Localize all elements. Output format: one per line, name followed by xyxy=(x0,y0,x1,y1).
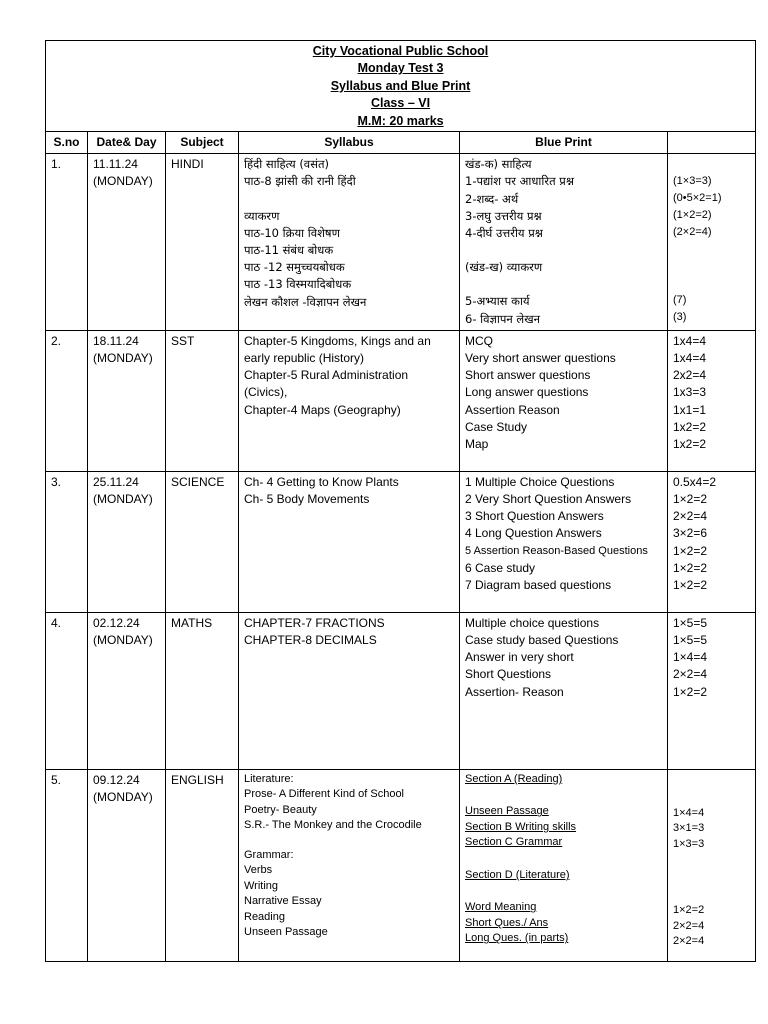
document-title: Syllabus and Blue Print xyxy=(330,78,471,93)
row-date-day xyxy=(88,154,166,331)
marks-line: 1×4=4 xyxy=(673,806,705,819)
row-sno: 3. xyxy=(46,471,88,612)
col-date-day: Date& Day xyxy=(88,132,166,154)
syllabus-line: S.R.- The Monkey and the Crocodile xyxy=(244,819,422,832)
test-name: Monday Test 3 xyxy=(357,61,444,76)
row-day: (MONDAY) xyxy=(93,174,153,189)
blueprint-line: Section D (Literature) xyxy=(465,868,570,881)
table-row xyxy=(46,330,756,471)
syllabus-line: लेखन कौशल -विज्ञापन लेखन xyxy=(244,294,367,309)
blueprint-line: 6- विज्ञापन लेखन xyxy=(465,311,541,326)
syllabus-line: Reading xyxy=(244,910,285,923)
marks-line: 1×3=3 xyxy=(673,837,705,850)
blueprint-line: Word Meaning xyxy=(465,901,537,914)
marks-line: 1×2=2 xyxy=(673,560,708,575)
marks-line: 2×2=4 xyxy=(673,919,705,932)
syllabus-line: पाठ-10 क्रिया विशेषण xyxy=(244,225,340,240)
row-sno: 2. xyxy=(46,330,88,471)
row-syllabus xyxy=(239,612,460,769)
syllabus-line: Verbs xyxy=(244,864,273,877)
syllabus-line: CHAPTER-8 DECIMALS xyxy=(244,633,377,648)
row-marks xyxy=(668,612,756,769)
syllabus-line: पाठ -12 समुच्चयबोधक xyxy=(244,260,345,275)
row-marks xyxy=(668,769,756,961)
blueprint-line: 7 Diagram based questions xyxy=(465,577,612,592)
marks-line: 2×2=4 xyxy=(673,935,705,948)
table-row xyxy=(46,154,756,331)
marks-line: 3×1=3 xyxy=(673,822,705,835)
marks-line: 1×2=2 xyxy=(673,684,708,699)
syllabus-line: हिंदी साहित्य (वसंत) xyxy=(244,157,330,172)
col-subject: Subject xyxy=(166,132,239,154)
syllabus-line: Chapter-5 Kingdoms, Kings and an xyxy=(244,333,431,348)
blueprint-line: 5 Assertion Reason-Based Questions xyxy=(465,544,648,557)
blueprint-line: 1-पद्यांश पर आधारित प्रश्न xyxy=(465,174,574,189)
row-subject: ENGLISH xyxy=(166,769,239,961)
blueprint-line: Case study based Questions xyxy=(465,633,619,648)
row-date: 25.11.24 xyxy=(93,474,139,489)
row-syllabus xyxy=(239,154,460,331)
syllabus-table xyxy=(45,40,756,962)
marks-line: 3×2=6 xyxy=(673,526,708,541)
marks-line: 1×2=2 xyxy=(673,578,708,593)
marks-line: 1×5=5 xyxy=(673,633,708,648)
row-subject: HINDI xyxy=(166,154,239,331)
marks-line: (7) xyxy=(673,294,687,307)
marks-line: 1×5=5 xyxy=(673,615,708,630)
row-day: (MONDAY) xyxy=(93,790,153,805)
row-marks xyxy=(668,330,756,471)
row-syllabus xyxy=(239,330,460,471)
row-date: 18.11.24 xyxy=(93,333,139,348)
blueprint-line: Long answer questions xyxy=(465,385,589,400)
blueprint-line: Very short answer questions xyxy=(465,351,616,366)
syllabus-line: Prose- A Different Kind of School xyxy=(244,788,404,801)
row-date-day xyxy=(88,769,166,961)
syllabus-line: Literature: xyxy=(244,772,294,785)
blueprint-line: (खंड-ख) व्याकरण xyxy=(465,260,543,275)
row-date: 02.12.24 xyxy=(93,615,140,630)
row-sno: 5. xyxy=(46,769,88,961)
row-sno: 1. xyxy=(46,154,88,331)
marks-line: 1×4=4 xyxy=(673,650,708,665)
col-marks xyxy=(668,132,756,154)
syllabus-line: Chapter-5 Rural Administration xyxy=(244,368,409,383)
row-date: 11.11.24 xyxy=(93,157,138,172)
marks-line: 1×2=2 xyxy=(673,904,705,917)
row-day: (MONDAY) xyxy=(93,492,153,507)
syllabus-line: Writing xyxy=(244,879,279,892)
row-date-day xyxy=(88,612,166,769)
blueprint-line: MCQ xyxy=(465,333,493,348)
marks-line: 1x2=2 xyxy=(673,419,707,434)
blueprint-line: 2 Very Short Question Answers xyxy=(465,492,632,507)
blueprint-line: Section B Writing skills xyxy=(465,820,577,833)
marks-line: 1×2=2 xyxy=(673,492,708,507)
blueprint-line: Map xyxy=(465,437,489,452)
blueprint-line: 5-अभ्यास कार्य xyxy=(465,294,530,309)
blueprint-line: खंड-क) साहित्य xyxy=(465,157,532,172)
syllabus-line: CHAPTER-7 FRACTIONS xyxy=(244,615,385,630)
marks-line: (3) xyxy=(673,311,687,324)
blueprint-line: Multiple choice questions xyxy=(465,615,600,630)
row-subject: MATHS xyxy=(166,612,239,769)
syllabus-line: पाठ-8 झांसी की रानी हिंदी xyxy=(244,174,356,189)
row-blueprint xyxy=(460,612,668,769)
marks-line: 1x2=2 xyxy=(673,437,707,452)
marks-line: 2x2=4 xyxy=(673,368,707,383)
marks-line: (1×3=3) xyxy=(673,175,712,188)
row-date-day xyxy=(88,330,166,471)
col-sno: S.no xyxy=(46,132,88,154)
column-header-row xyxy=(46,132,756,154)
blueprint-line: 6 Case study xyxy=(465,560,536,575)
syllabus-line: Ch- 5 Body Movements xyxy=(244,492,370,507)
marks-line: 1x3=3 xyxy=(673,385,707,400)
syllabus-line: Narrative Essay xyxy=(244,895,322,908)
syllabus-line: Grammar: xyxy=(244,848,294,861)
row-sno: 4. xyxy=(46,612,88,769)
marks-line: 2×2=4 xyxy=(673,667,708,682)
blueprint-line: 4 Long Question Answers xyxy=(465,526,602,541)
row-blueprint xyxy=(460,769,668,961)
row-marks xyxy=(668,471,756,612)
blueprint-line: Answer in very short xyxy=(465,650,574,665)
table-row xyxy=(46,769,756,961)
marks-line: (0•5×2=1) xyxy=(673,192,722,205)
row-syllabus xyxy=(239,769,460,961)
header-row xyxy=(46,41,756,132)
table-row xyxy=(46,612,756,769)
syllabus-line: पाठ -13 विस्मयादिबोधक xyxy=(244,277,352,292)
blueprint-line: Unseen Passage xyxy=(465,805,549,818)
col-syllabus: Syllabus xyxy=(239,132,460,154)
syllabus-line: early republic (History) xyxy=(244,351,365,366)
row-day: (MONDAY) xyxy=(93,351,153,366)
row-blueprint xyxy=(460,471,668,612)
marks-line: 1x4=4 xyxy=(673,333,707,348)
marks-line: 1x1=1 xyxy=(673,402,707,417)
row-marks xyxy=(668,154,756,331)
blueprint-line: 3 Short Question Answers xyxy=(465,509,604,524)
syllabus-line: पाठ-11 संबंध बोधक xyxy=(244,243,334,258)
marks-line: 2×2=4 xyxy=(673,509,708,524)
blueprint-line: Assertion Reason xyxy=(465,402,560,417)
blueprint-line: 3-लघु उत्तरीय प्रश्न xyxy=(465,208,542,223)
syllabus-line: Poetry- Beauty xyxy=(244,803,317,816)
blueprint-line: Assertion- Reason xyxy=(465,684,564,699)
max-marks: M.M: 20 marks xyxy=(357,113,444,128)
blueprint-line: 4-दीर्घ उत्तरीय प्रश्न xyxy=(465,226,543,241)
syllabus-line: (Civics), xyxy=(244,385,288,400)
syllabus-line: व्याकरण xyxy=(244,208,280,223)
blueprint-line: Short Ques./ Ans xyxy=(465,916,549,929)
blueprint-line: Short answer questions xyxy=(465,368,591,383)
row-date-day xyxy=(88,471,166,612)
row-blueprint xyxy=(460,330,668,471)
blueprint-line: Long Ques. (in parts) xyxy=(465,932,569,945)
school-name: City Vocational Public School xyxy=(312,44,489,58)
blueprint-line: Section C Grammar xyxy=(465,836,563,849)
marks-line: 1×2=2 xyxy=(673,543,708,558)
marks-line: 1x4=4 xyxy=(673,351,707,366)
row-date: 09.12.24 xyxy=(93,772,140,787)
marks-line: 0.5x4=2 xyxy=(673,474,717,489)
table-row xyxy=(46,471,756,612)
document-header xyxy=(46,41,756,132)
blueprint-line: Section A (Reading) xyxy=(465,772,563,785)
syllabus-line: Unseen Passage xyxy=(244,926,328,939)
row-blueprint xyxy=(460,154,668,331)
syllabus-line: Chapter-4 Maps (Geography) xyxy=(244,402,401,417)
syllabus-line: Ch- 4 Getting to Know Plants xyxy=(244,474,399,489)
class-label: Class – VI xyxy=(370,96,431,111)
row-subject: SST xyxy=(166,330,239,471)
col-blueprint: Blue Print xyxy=(460,132,668,154)
blueprint-line: Short Questions xyxy=(465,667,552,682)
row-day: (MONDAY) xyxy=(93,633,153,648)
marks-line: (2×2=4) xyxy=(673,226,712,239)
blueprint-line: 2-शब्द- अर्थ xyxy=(465,191,519,206)
blueprint-line: 1 Multiple Choice Questions xyxy=(465,474,615,489)
blueprint-line: Case Study xyxy=(465,419,528,434)
marks-line: (1×2=2) xyxy=(673,209,712,222)
row-syllabus xyxy=(239,471,460,612)
row-subject: SCIENCE xyxy=(166,471,239,612)
